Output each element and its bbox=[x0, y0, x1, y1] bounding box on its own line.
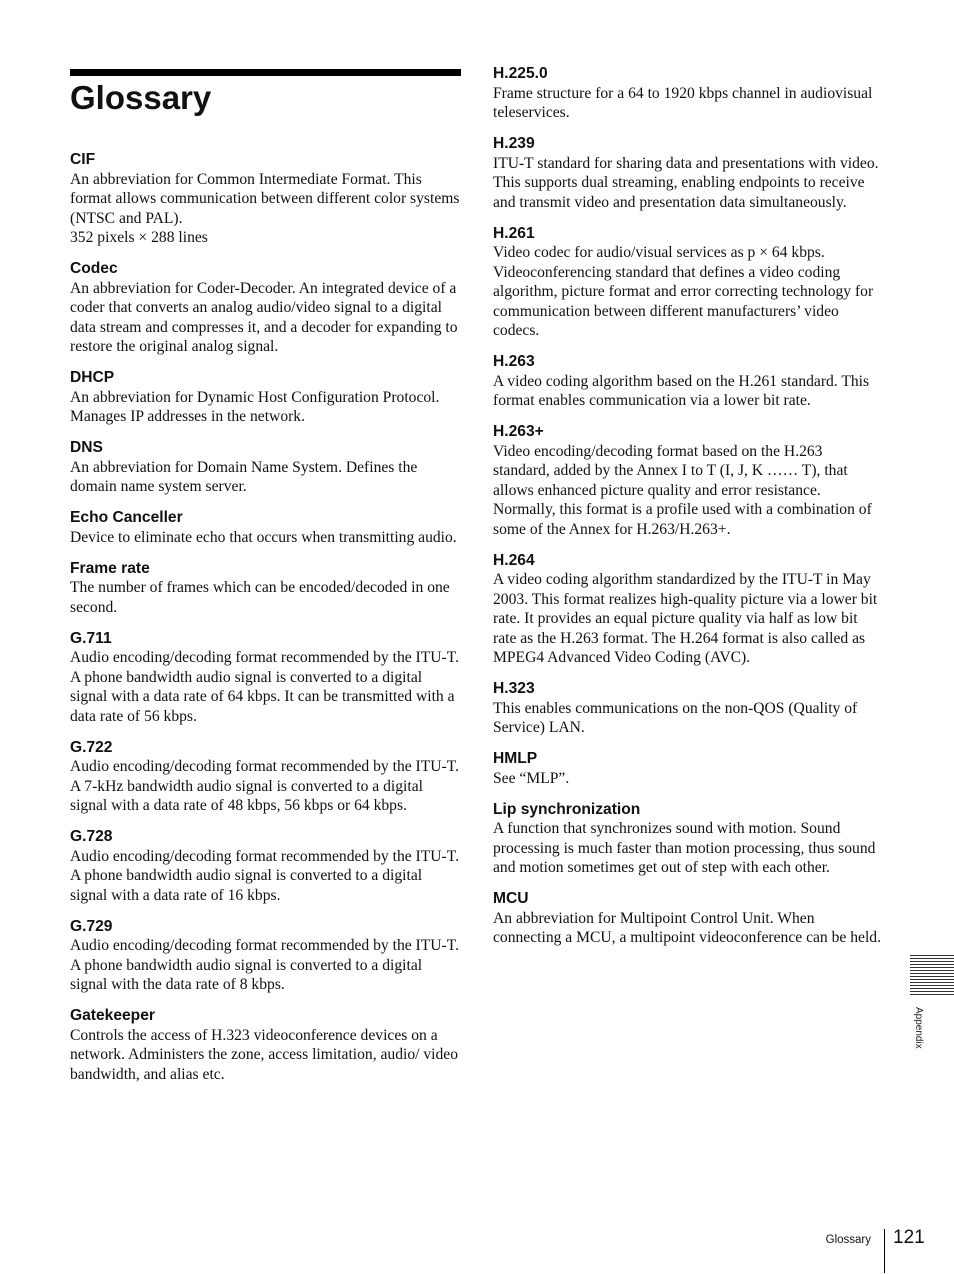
glossary-term: G.711 bbox=[70, 629, 112, 647]
glossary-definition: Audio encoding/decoding format recommended by the ITU-T. A phone bandwidth audio signal is converted to a digital signal with a data rate of 64 kbps. It can be transmitted with a data rate of 56 kbps. bbox=[70, 649, 459, 725]
glossary-term: Lip synchronization bbox=[493, 800, 641, 818]
glossary-left-column bbox=[70, 150, 462, 1096]
glossary-definition: Audio encoding/decoding format recommended by the ITU-T. A 7-kHz bandwidth audio signal is converted to a digital signal with a data rate of 48 kbps, 56 kbps or 64 kbps. bbox=[70, 758, 459, 814]
glossary-definition: Audio encoding/decoding format recommended by the ITU-T. A phone bandwidth audio signal is converted to a digital signal with a data rate of 16 kbps. bbox=[70, 847, 459, 904]
glossary-term: Codec bbox=[70, 260, 118, 277]
glossary-definition: An abbreviation for Common Intermediate Format. This format allows communication between different color systems (NTSC and PAL). 352 pixels × 288 lines bbox=[70, 170, 460, 246]
glossary-entry-echo-canceller bbox=[70, 508, 462, 547]
glossary-definition: Video encoding/decoding format based on the H.263 standard, added by the Annex I to T (I, J, K …… T), that allows enhanced picture quality and error resistance. Normally, this format is a profile used with a combination of some of the Annex for H.263/H.263+. bbox=[493, 442, 872, 538]
glossary-term: Echo Canceller bbox=[70, 509, 183, 526]
glossary-term: H.263 bbox=[493, 353, 535, 370]
glossary-term: DHCP bbox=[70, 369, 115, 386]
footer-section-label: Glossary bbox=[825, 1234, 871, 1246]
glossary-entry-h323 bbox=[493, 679, 883, 738]
glossary-term: H.264 bbox=[493, 551, 535, 569]
glossary-definition: A video coding algorithm based on the H.261 standard. This format enables communication via a lower bit rate. bbox=[493, 372, 870, 409]
glossary-entry-g728 bbox=[70, 827, 462, 905]
glossary-term: MCU bbox=[493, 890, 529, 907]
footer-divider bbox=[884, 1229, 885, 1273]
glossary-entry-codec bbox=[70, 259, 462, 357]
title-rule bbox=[70, 69, 461, 76]
glossary-entry-mcu bbox=[493, 889, 883, 948]
glossary-entry-h239 bbox=[493, 134, 883, 212]
glossary-term: H.323 bbox=[493, 680, 535, 697]
glossary-term: Gatekeeper bbox=[70, 1007, 155, 1024]
glossary-entry-h264 bbox=[493, 551, 883, 668]
section-tab-marker bbox=[910, 955, 954, 997]
glossary-entry-dns bbox=[70, 438, 462, 497]
glossary-definition: A video coding algorithm standardized by the ITU-T in May 2003. This format realizes high-quality picture via a lower bit rate. It provides an equal picture quality via half as low bit rate as the H.263 format. The H.264 format is also called as MPEG4 Advanced Video Coding (AVC). bbox=[493, 571, 878, 666]
glossary-term: G.722 bbox=[70, 738, 113, 756]
glossary-term: H.263+ bbox=[493, 423, 544, 440]
glossary-right-column bbox=[493, 64, 883, 959]
glossary-entry-h263 bbox=[493, 352, 883, 411]
glossary-definition: The number of frames which can be encoded/decoded in one second. bbox=[70, 579, 450, 616]
glossary-entry-gatekeeper bbox=[70, 1006, 462, 1084]
glossary-term: Frame rate bbox=[70, 559, 150, 577]
glossary-definition: Controls the access of H.323 videoconference devices on a network. Administers the zone, access limitation, audio/ video bandwidth, and alias etc. bbox=[70, 1026, 459, 1083]
glossary-term: CIF bbox=[70, 151, 96, 168]
glossary-entry-h2250 bbox=[493, 64, 883, 123]
glossary-definition: See “MLP”. bbox=[493, 769, 570, 787]
glossary-definition: Audio encoding/decoding format recommended by the ITU-T. A phone bandwidth audio signal is converted to a digital signal with the data rate of 8 kbps. bbox=[70, 937, 459, 993]
glossary-entry-dhcp bbox=[70, 368, 462, 427]
glossary-entry-g722 bbox=[70, 738, 462, 816]
glossary-term: H.261 bbox=[493, 224, 535, 242]
glossary-term: DNS bbox=[70, 439, 103, 456]
glossary-entry-cif bbox=[70, 150, 462, 248]
glossary-entry-frame-rate bbox=[70, 559, 462, 618]
glossary-definition: An abbreviation for Coder-Decoder. An integrated device of a coder that converts an analog audio/video signal to a digital data stream and compresses it, and a decoder for expanding to restore the original analog signal. bbox=[70, 279, 458, 355]
glossary-entry-hmlp bbox=[493, 749, 883, 788]
glossary-definition: An abbreviation for Dynamic Host Configuration Protocol. Manages IP addresses in the network. bbox=[70, 388, 440, 425]
glossary-term: G.728 bbox=[70, 828, 113, 845]
glossary-entry-g729 bbox=[70, 917, 462, 995]
section-tab-label: Appendix bbox=[913, 1007, 924, 1049]
page-title: Glossary bbox=[70, 79, 212, 116]
glossary-entry-h261 bbox=[493, 224, 883, 341]
glossary-definition: Video codec for audio/visual services as p × 64 kbps. Videoconferencing standard that defines a video coding algorithm, picture format and error correcting technology for communication between different manufacturers’ video codecs. bbox=[493, 244, 874, 339]
glossary-term: G.729 bbox=[70, 917, 113, 935]
glossary-definition: Device to eliminate echo that occurs when transmitting audio. bbox=[70, 528, 457, 546]
glossary-definition: An abbreviation for Multipoint Control Unit. When connecting a MCU, a multipoint videoconference can be held. bbox=[493, 909, 881, 946]
glossary-term: H.225.0 bbox=[493, 65, 548, 82]
glossary-definition: ITU-T standard for sharing data and presentations with video. This supports dual streaming, enabling endpoints to receive and transmit video and presentation data simultaneously. bbox=[493, 154, 879, 211]
glossary-entry-g711 bbox=[70, 629, 462, 727]
glossary-definition: An abbreviation for Domain Name System. Defines the domain name system server. bbox=[70, 458, 418, 495]
glossary-term: HMLP bbox=[493, 750, 538, 767]
page-number: 121 bbox=[893, 1227, 925, 1248]
glossary-definition: A function that synchronizes sound with motion. Sound processing is much faster than motion processing, thus sound and motion sometimes get out of step with each other. bbox=[493, 820, 876, 876]
glossary-definition: This enables communications on the non-QOS (Quality of Service) LAN. bbox=[493, 699, 858, 736]
glossary-term: H.239 bbox=[493, 135, 535, 152]
glossary-entry-h263-plus bbox=[493, 422, 883, 539]
glossary-entry-lip-synchronization bbox=[493, 800, 883, 878]
glossary-definition: Frame structure for a 64 to 1920 kbps channel in audiovisual teleservices. bbox=[493, 84, 873, 121]
